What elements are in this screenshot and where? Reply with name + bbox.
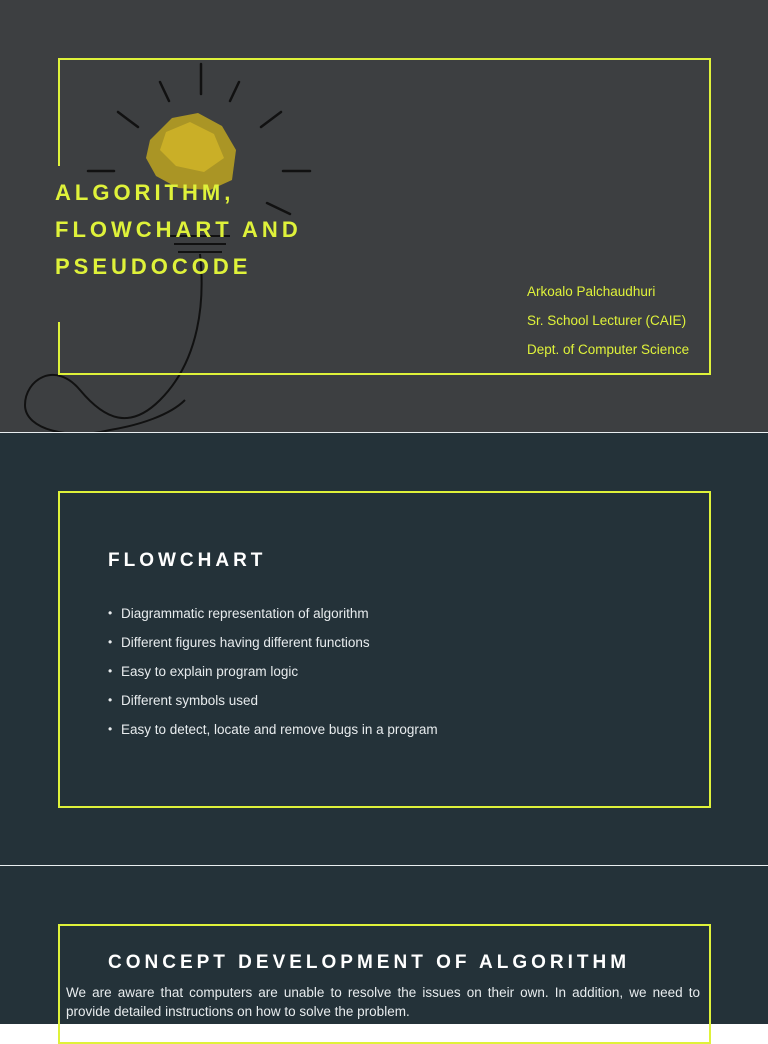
list-item: • Easy to explain program logic	[108, 664, 438, 693]
list-item: • Easy to detect, locate and remove bugs in a program	[108, 722, 438, 751]
list-item: • Diagrammatic representation of algorithm	[108, 606, 438, 635]
list-item: • Different figures having different functions	[108, 635, 438, 664]
author-role: Sr. School Lecturer (CAIE)	[527, 313, 687, 328]
author-department: Dept. of Computer Science	[527, 342, 690, 357]
title-slide	[0, 0, 768, 432]
concept-paragraph: We are aware that computers are unable to resolve the issues on their own. In addition, we need to provide detailed instructions on how to solve the problem.	[66, 985, 700, 1019]
concept-heading: CONCEPT DEVELOPMENT OF ALGORITHM	[108, 952, 631, 973]
flowchart-heading: FLOWCHART	[108, 550, 267, 571]
title-line-3: PSEUDOCODE	[55, 254, 252, 279]
author-name: Arkoalo Palchaudhuri	[527, 284, 656, 299]
list-item: • Different symbols used	[108, 693, 438, 722]
title-line-2: FLOWCHART AND	[55, 217, 302, 242]
flowchart-bullet-list	[108, 606, 438, 751]
title-line-1: ALGORITHM,	[55, 180, 235, 205]
